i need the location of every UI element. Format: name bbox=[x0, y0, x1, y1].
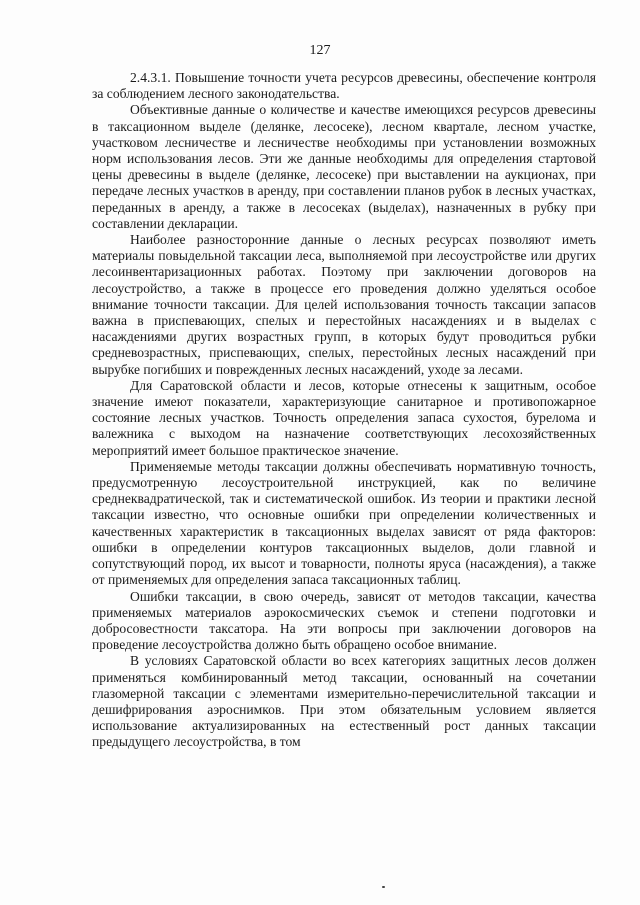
page-number: 127 bbox=[309, 43, 331, 58]
paragraph-taxation-methods: Применяемые методы таксации должны обеспечивать нормативную точность, предусмотренную лесоустроительной инструкцией, как по величине среднеквадратической, так и систематической ошибок. Из теории и практики лесной таксации известно, что основные ошибки при определении количественных и качественных характеристик в таксационных выделах зависят от ряда факторов: ошибки в определении контуров таксационных выделов, доли главной и сопутствующий пород, их высот и товарности, полноты яруса (насаждения), а также от применяемых для определения запаса таксационных таблиц. bbox=[92, 458, 596, 588]
page-body bbox=[92, 70, 596, 751]
paragraph-taxation-errors: Ошибки таксации, в свою очередь, зависят от методов таксации, качества применяемых материалов аэрокосмических съемок и степени подготовки и добросовестности таксатора. На эти вопросы при заключении договоров на проведение лесоустройства должно быть обращено особое внимание. bbox=[92, 588, 596, 653]
section-heading-2-4-3-1: 2.4.3.1. Повышение точности учета ресурсов древесины, обеспечение контроля за соблюдением лесного законодательства. bbox=[92, 70, 596, 102]
paragraph-saratov-protective-forests: Для Саратовской области и лесов, которые отнесены к защитным, особое значение имеют показатели, характеризующие санитарное и противопожарное состояние лесных участков. Точность определения запаса сухостоя, бурелома и валежника с выходом на назначение соответствующих лесохозяйственных мероприятий имеет большое практическое значение. bbox=[92, 377, 596, 458]
scan-speck bbox=[382, 886, 385, 888]
paragraph-combined-method: В условиях Саратовской области во всех категориях защитных лесов должен применяться комбинированный метод таксации, основанный на сочетании глазомерной таксации с элементами измерительно-перечислительной таксации и дешифрирования аэроснимков. При этом обязательным условием является использование актуализированных на естественный рост данных таксации предыдущего лесоустройства, в том bbox=[92, 653, 596, 750]
paragraph-inventory-materials: Наиболее разносторонние данные о лесных ресурсах позволяют иметь материалы повыдельной таксации леса, выполняемой при лесоустройстве или других лесоинвентаризационных работах. Поэтому при заключении договоров на лесоустройство, а также в процессе его проведения должно уделяться особое внимание точности таксации. Для целей использования точность таксации запасов важна в приспевающих, спелых и перестойных насаждениях и в выделах с насаждениями других возрастных групп, в которых будут проводиться рубки средневозрастных, приспевающих, спелых, перестойных лесных насаждений при вырубке погибших и поврежденных лесных насаждений, уходе за лесами. bbox=[92, 232, 596, 377]
paragraph-objective-data: Объективные данные о количестве и качестве имеющихся ресурсов древесины в таксационном выделе (делянке, лесосеке), лесном квартале, лесном участке, участковом лесничестве и лесничестве необходимы при установлении возможных норм использования лесов. Эти же данные необходимы для определения стартовой цены древесины в выделе (делянке, лесосеке) при выставлении на аукционах, при передаче лесных участков в аренду, при составлении планов рубок в лесных участках, переданных в аренду, а также в лесосеках (выделах), назначенных в рубку при составлении декларации. bbox=[92, 102, 596, 231]
